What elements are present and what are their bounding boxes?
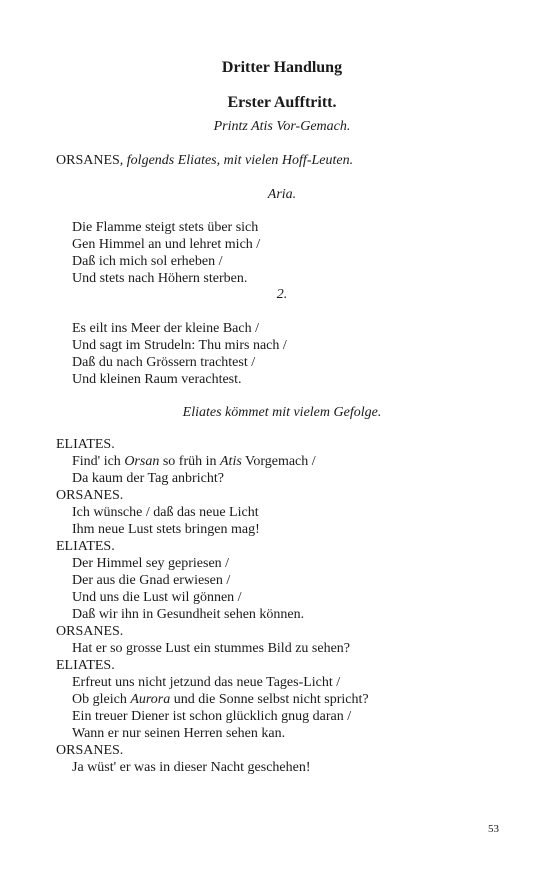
line-text: Der aus die Gnad erwiesen / (72, 573, 231, 588)
persons-line (56, 152, 353, 170)
speaker-name: ELIATES. (56, 539, 115, 554)
dialogue-line (56, 453, 369, 470)
italic-name: Orsan (124, 454, 160, 469)
persons-speaker: ORSANES, (56, 153, 124, 168)
dialogue-line (56, 504, 369, 521)
aria-label: Aria. (267, 187, 297, 202)
verse-line: Daß ich mich sol erheben / (72, 254, 223, 269)
dialogue-line (56, 606, 369, 623)
speaker-name: ORSANES. (56, 743, 124, 758)
line-text: Hat er so grosse Lust ein stummes Bild zu sehen? (72, 641, 351, 656)
dialogue-line (56, 691, 369, 708)
line-text: so früh in (159, 454, 220, 469)
scene-title: Erster Aufftritt. (227, 94, 337, 111)
dialogue-block (56, 436, 369, 776)
line-text: Wann er nur seinen Herren sehen kan. (72, 726, 286, 741)
stanza-2 (72, 320, 287, 388)
verse-line: Daß du nach Grössern trachtest / (72, 355, 256, 370)
line-text: Daß wir ihn in Gesundheit sehen können. (72, 607, 305, 622)
verse-line: Und sagt im Strudeln: Thu mirs nach / (72, 338, 287, 353)
stanza-1 (72, 219, 260, 287)
dialogue-line (56, 555, 369, 572)
scene-setting: Printz Atis Vor-Gemach. (213, 119, 351, 134)
verse-line: Die Flamme steigt stets über sich (72, 220, 259, 235)
speaker-name: ORSANES. (56, 624, 124, 639)
dialogue-line (56, 572, 369, 589)
line-text: Ein treuer Diener ist schon glücklich gnug daran / (72, 709, 352, 724)
speaker-name: ORSANES. (56, 488, 124, 503)
speaker-name: ELIATES. (56, 437, 115, 452)
line-text: Da kaum der Tag anbricht? (72, 471, 224, 486)
line-text: Erfreut uns nicht jetzund das neue Tages-Licht / (72, 675, 341, 690)
verse-line: Und kleinen Raum verachtest. (72, 372, 242, 387)
act-title: Dritter Handlung (221, 59, 343, 76)
line-text: und die Sonne selbst nicht spricht? (170, 692, 369, 707)
dialogue-line (56, 708, 369, 725)
dialogue-line (56, 674, 369, 691)
line-text: Ihm neue Lust stets bringen mag! (72, 522, 260, 537)
line-text: Und uns die Lust wil gönnen / (72, 590, 242, 605)
line-text: Ja wüst' er was in dieser Nacht geschehen! (72, 760, 311, 775)
dialogue-line (56, 759, 369, 776)
stanza-number: 2. (276, 287, 288, 302)
line-text: Ich wünsche / daß das neue Licht (72, 505, 259, 520)
line-text: Vorgemach / (241, 454, 316, 469)
dialogue-line (56, 521, 369, 538)
page-number: 53 (488, 823, 499, 835)
line-text: Find' ich (72, 454, 125, 469)
dialogue-line (56, 589, 369, 606)
stage-direction: Eliates kömmet mit vielem Gefolge. (182, 405, 382, 420)
italic-name: Aurora (130, 692, 171, 707)
line-text: Der Himmel sey gepriesen / (72, 556, 230, 571)
dialogue-line (56, 640, 369, 657)
dialogue-line (56, 470, 369, 487)
dialogue-line (56, 725, 369, 742)
verse-line: Gen Himmel an und lehret mich / (72, 237, 261, 252)
verse-line: Und stets nach Höhern sterben. (72, 271, 248, 286)
italic-name: Atis (220, 454, 242, 469)
verse-line: Es eilt ins Meer der kleine Bach / (72, 321, 259, 336)
speaker-name: ELIATES. (56, 658, 115, 673)
persons-description: folgends Eliates, mit vielen Hoff-Leuten. (123, 153, 354, 168)
line-text: Ob gleich (72, 692, 131, 707)
